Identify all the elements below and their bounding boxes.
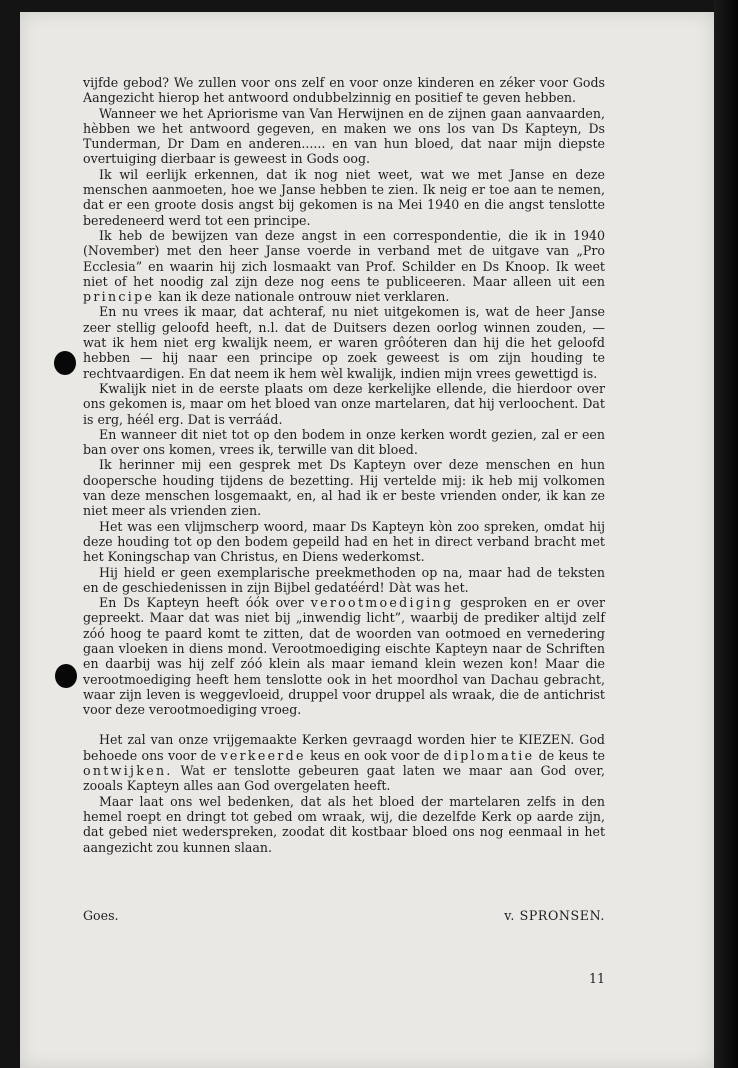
paragraph: Hij hield er geen exemplarische preekmethoden op na, maar had de teksten en de geschiedenissen in zijn Bijbel gedatéérd! Dàt was het. (83, 564, 605, 595)
paragraph-text: Wat er tenslotte gebeuren gaat laten we maar aan God over, zooals Kapteyn alles aan God overgelaten heeft. (83, 763, 605, 794)
paragraph-text: de keus te (538, 747, 605, 763)
paragraph: Ik wil eerlijk erkennen, dat ik nog niet weet, wat we met Janse en deze menschen aanmoeten, hoe we Janse hebben te zien. Ik neig er toe aan te nemen, dat er een groote dosis angst bij gekomen is na Mei 1940 en die angst tenslotte beredeneerd werd tot een principe. (83, 166, 605, 228)
scan-edge (714, 0, 738, 1068)
paragraph (83, 595, 605, 717)
article-body (83, 75, 605, 855)
spaced-emphasis: diplomatie (443, 747, 535, 763)
paragraph-text: gesproken en er over gepreekt. Maar dat was niet bij „inwendig licht”, waarbij de prediker altijd zelf zóó hoog te paard komt te zitten, dat de woorden van ootmoed en vernedering gaan vloeken in diens mond. Verootmoediging eischte Kapteyn naar de Schriften en daarbij was hij zelf zóó klein als maar iemand klein wezen kon! Maar die verootmoediging heeft hem tenslotte ook in het moordhol van Dachau gebracht, waar zijn leven is weggevloeid, druppel voor druppel als wraak, die de antichrist voor deze verootmoediging vroeg. (83, 595, 605, 718)
signature-place: Goes. (83, 908, 119, 923)
paragraph (83, 228, 605, 304)
spaced-emphasis: ontwijken. (83, 763, 173, 779)
paragraph-text: kan ik deze nationale ontrouw niet verklaren. (158, 289, 450, 305)
paragraph: Ik herinner mij een gesprek met Ds Kapteyn over deze menschen en hun doopersche houding tijdens de bezetting. Hij vertelde mij: ik heb mij volkomen van deze menschen losgemaakt, en, al had ik er beste vrienden onder, ik kan ze niet meer als vrienden zien. (83, 457, 605, 519)
paragraph: Maar laat ons wel bedenken, dat als het bloed der martelaren zelfs in den hemel roept en dringt tot gebed om wraak, wij, die dezelfde Kerk op aarde zijn, dat gebed niet wederspreken, zoodat dit kostbaar bloed ons nog eenmaal in het aangezicht zou kunnen slaan. (83, 793, 605, 855)
spaced-emphasis: verkeerde (220, 747, 306, 763)
paragraph: En nu vrees ik maar, dat achteraf, nu niet uitgekomen is, wat de heer Janse zeer stellig geloofd heeft, n.l. dat de Duitsers dezen oorlog winnen zouden, — wat ik hem niet erg kwalijk neem, er waren grôóteren dan hij die het geloofd hebben — hij naar een principe op zoek geweest is om zijn houding te rechtvaardigen. En dat neem ik hem wèl kwalijk, indien mijn vrees gewettigd is. (83, 304, 605, 381)
spaced-emphasis: principe (83, 289, 155, 305)
signature-author: v. SPRONSEN. (504, 908, 605, 923)
paragraph (83, 732, 605, 793)
paragraph: vijfde gebod? We zullen voor ons zelf en voor onze kinderen en zéker voor Gods Aangezicht hierop het antwoord ondubbelzinnig en positief te geven hebben. (83, 75, 605, 106)
paragraph-text: En Ds Kapteyn heeft óók over (99, 595, 304, 611)
page-number: 11 (589, 971, 606, 986)
paragraph-text: Het zal van onze vrijgemaakte Kerken gevraagd worden hier te KIEZEN. God behoede ons voor de (83, 732, 605, 763)
spaced-emphasis: verootmoediging (310, 595, 454, 611)
paragraph-text: keus en ook voor de (310, 747, 440, 763)
paragraph: Wanneer we het Apriorisme van Van Herwijnen en de zijnen gaan aanvaarden, hèbben we het antwoord gegeven, en maken we ons los van Ds Kapteyn, Ds Tunderman, Dr Dam en anderen...... en van hun bloed, dat naar mijn diepste overtuiging dierbaar is geweest in Gods oog. (83, 105, 605, 167)
punch-hole (55, 664, 77, 688)
punch-hole (54, 351, 76, 375)
paragraph-text: Ik heb de bewijzen van deze angst in een correspondentie, die ik in 1940 (November) met den heer Janse voerde in verband met de uitgave van „Pro Ecclesia” en waarin hij zich losmaakt van Prof. Schilder en Ds Knoop. Ik weet niet of het noodig zal zijn deze nog eens te publiceeren. Maar alleen uit een (83, 227, 605, 289)
paragraph: Kwalijk niet in de eerste plaats om deze kerkelijke ellende, die hierdoor over ons gekomen is, maar om het bloed van onze martelaren, dat hij verloochent. Dat is erg, héél erg. Dat is verráád. (83, 380, 605, 427)
paragraph: Het was een vlijmscherp woord, maar Ds Kapteyn kòn zoo spreken, omdat hij deze houding tot op den bodem gepeild had en het in direct verband bracht met het Koningschap van Christus, en Diens wederkomst. (83, 518, 605, 565)
paragraph: En wanneer dit niet tot op den bodem in onze kerken wordt gezien, zal er een ban over ons komen, vrees ik, terwille van dit bloed. (83, 426, 605, 458)
